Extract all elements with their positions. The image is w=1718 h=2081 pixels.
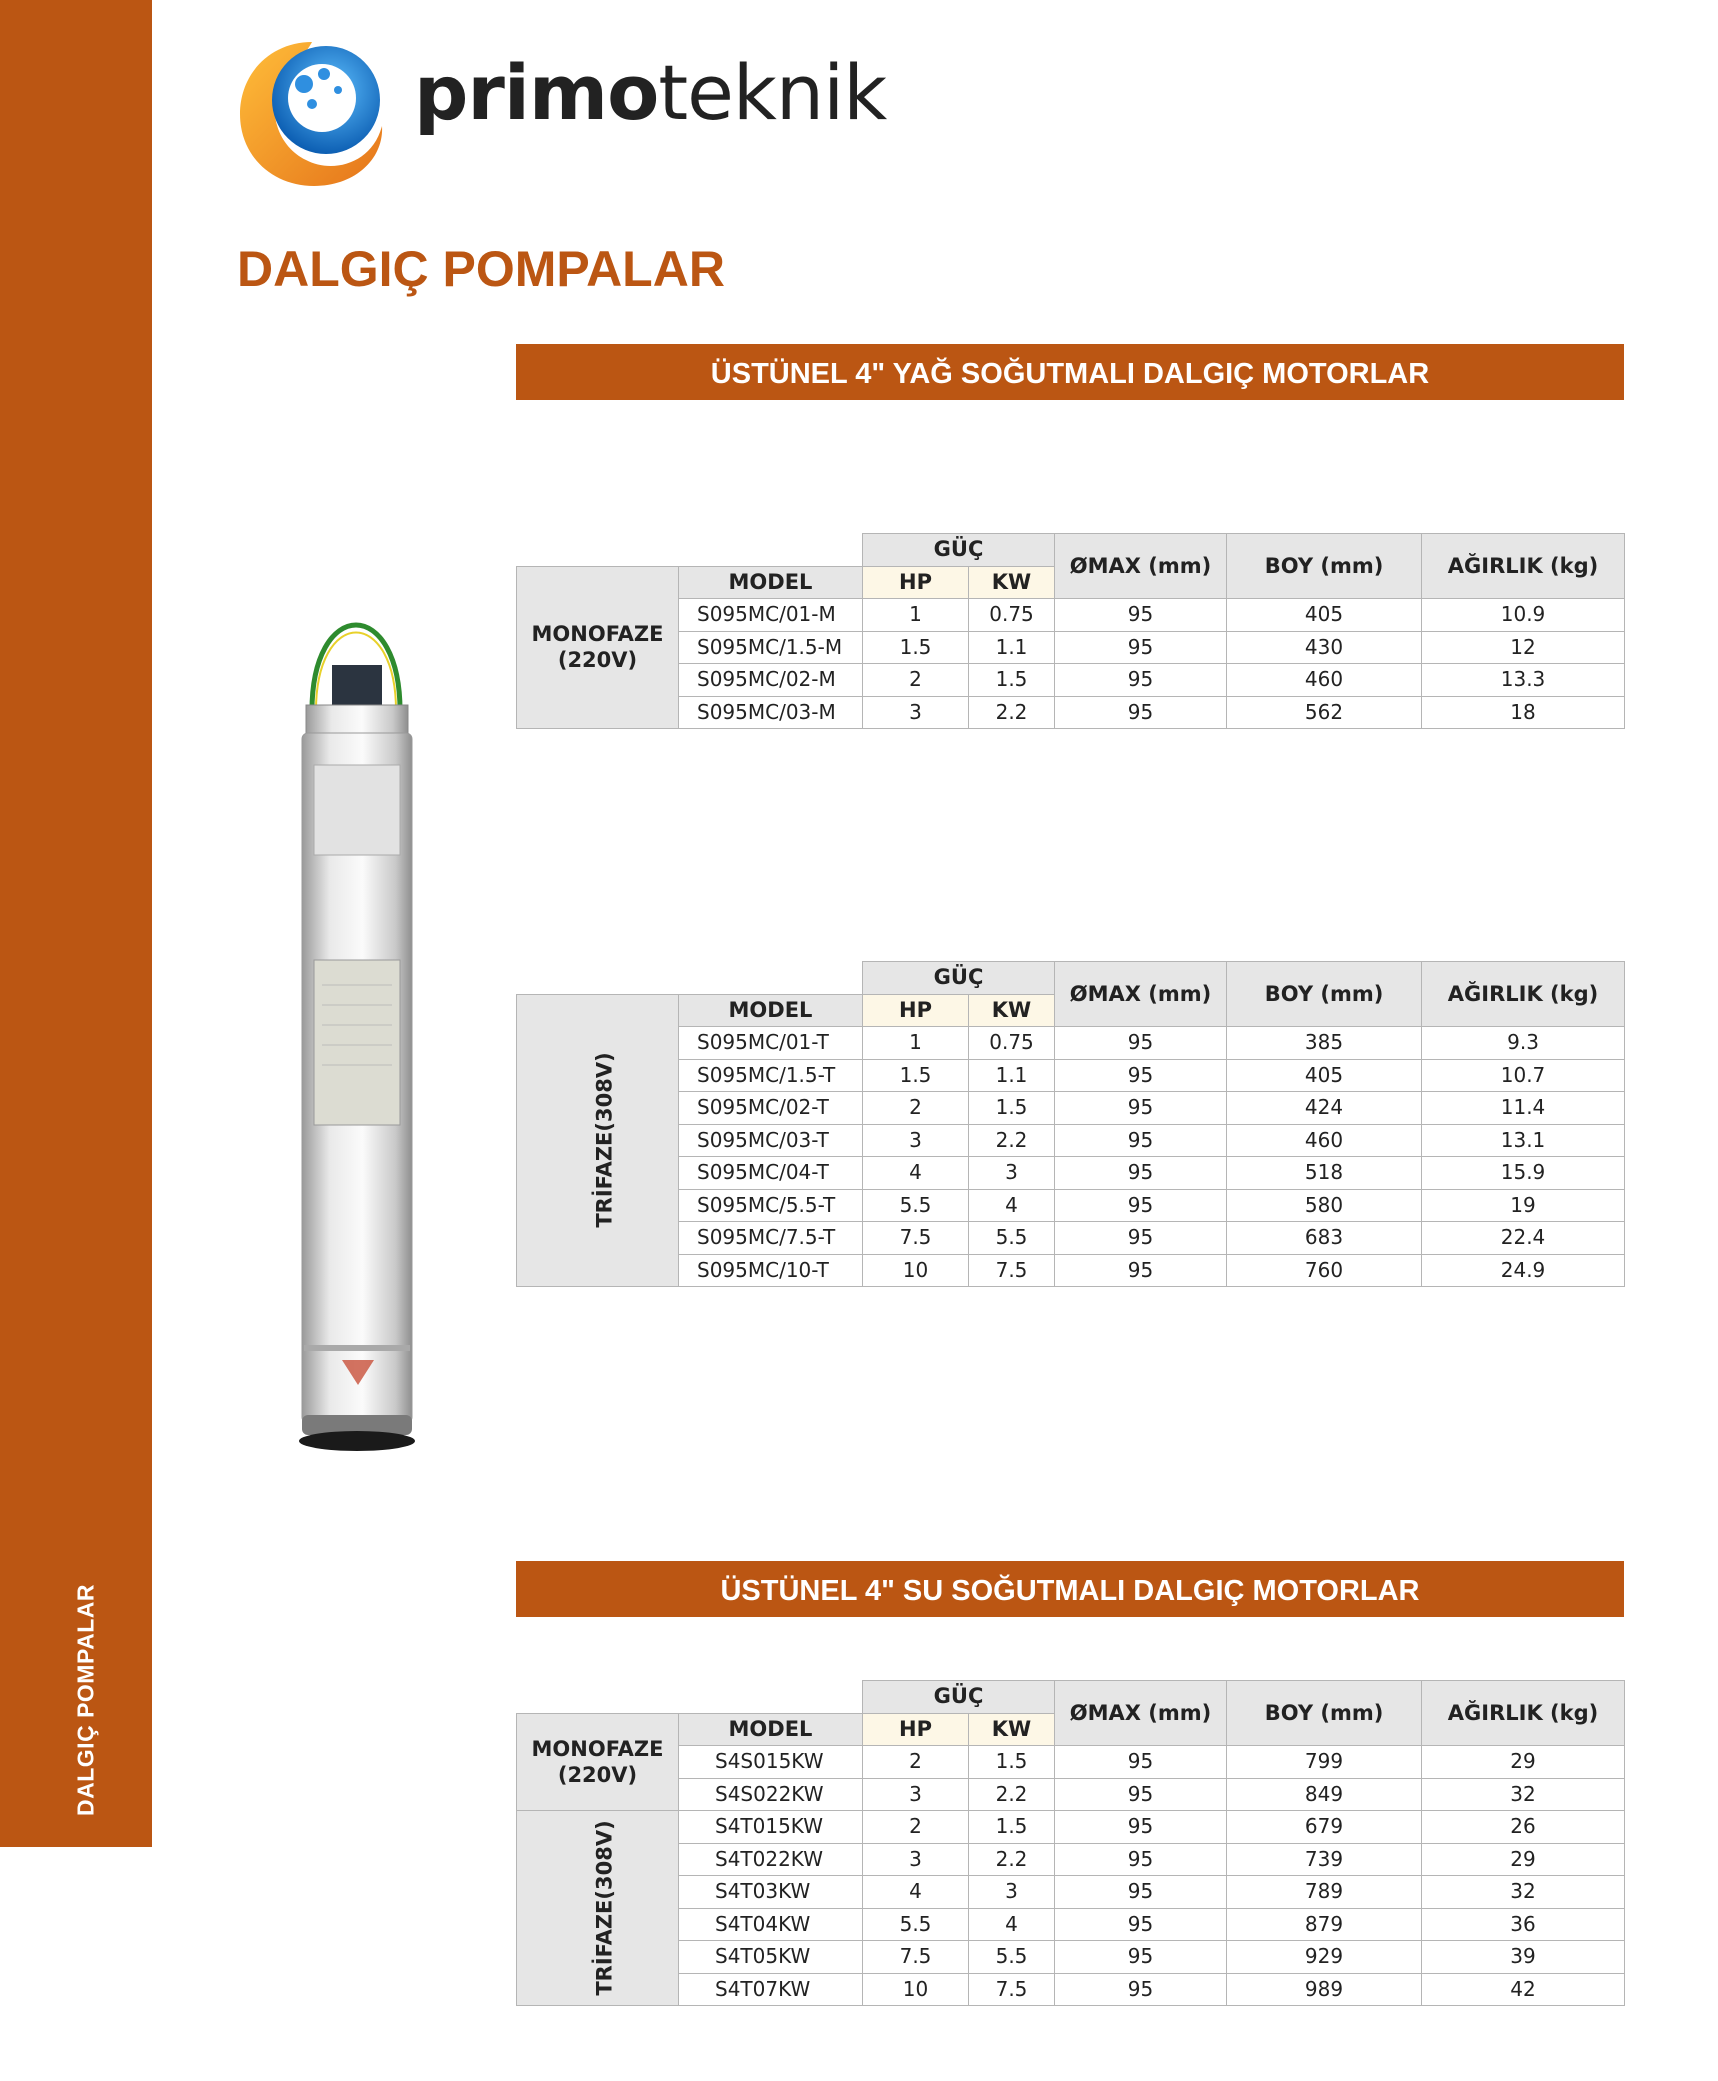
hp-cell: 10: [863, 1254, 969, 1287]
kw-cell: 1.5: [969, 1092, 1055, 1125]
boy-cell: 849: [1227, 1778, 1422, 1811]
hp-cell: 4: [863, 1876, 969, 1909]
model-cell: S095MC/5.5-T: [679, 1189, 863, 1222]
sidebar: [0, 0, 152, 1847]
model-cell: S095MC/04-T: [679, 1157, 863, 1190]
hp-cell: 10: [863, 1973, 969, 2006]
omax-cell: 95: [1055, 1908, 1227, 1941]
kw-cell: 2.2: [969, 1778, 1055, 1811]
hp-cell: 3: [863, 1843, 969, 1876]
omax-header: ØMAX (mm): [1055, 534, 1227, 599]
kw-cell: 0.75: [969, 599, 1055, 632]
omax-cell: 95: [1055, 1092, 1227, 1125]
model-cell: S095MC/03-M: [679, 696, 863, 729]
hp-cell: 7.5: [863, 1941, 969, 1974]
kw-cell: 5.5: [969, 1941, 1055, 1974]
table-row: [517, 1746, 1625, 1779]
boy-cell: 460: [1227, 664, 1422, 697]
agirlik-cell: 19: [1422, 1189, 1625, 1222]
hp-cell: 5.5: [863, 1189, 969, 1222]
boy-cell: 385: [1227, 1027, 1422, 1060]
omax-cell: 95: [1055, 1746, 1227, 1779]
kw-cell: 2.2: [969, 696, 1055, 729]
hp-cell: 3: [863, 1778, 969, 1811]
omax-cell: 95: [1055, 631, 1227, 664]
boy-cell: 562: [1227, 696, 1422, 729]
model-cell: S095MC/1.5-T: [679, 1059, 863, 1092]
sidebar-label: DALGIÇ POMPALAR: [72, 1584, 99, 1816]
kw-cell: 2.2: [969, 1843, 1055, 1876]
omax-cell: 95: [1055, 1941, 1227, 1974]
monofaze-group-label: [517, 566, 679, 729]
model-header: MODEL: [679, 566, 863, 599]
omax-cell: 95: [1055, 664, 1227, 697]
table-row: [517, 1092, 1625, 1125]
kw-cell: 1.5: [969, 664, 1055, 697]
table-row: [517, 664, 1625, 697]
table-row: [517, 696, 1625, 729]
table-row: [517, 1254, 1625, 1287]
model-cell: S095MC/01-M: [679, 599, 863, 632]
omax-cell: 95: [1055, 1254, 1227, 1287]
agirlik-cell: 22.4: [1422, 1222, 1625, 1255]
table-row: [517, 1059, 1625, 1092]
boy-cell: 518: [1227, 1157, 1422, 1190]
boy-cell: 460: [1227, 1124, 1422, 1157]
agirlik-cell: 18: [1422, 696, 1625, 729]
group-label-line2: (220V): [557, 1762, 638, 1787]
table-row: [517, 1124, 1625, 1157]
hp-cell: 3: [863, 1124, 969, 1157]
omax-header: ØMAX (mm): [1055, 1681, 1227, 1746]
omax-cell: 95: [1055, 1059, 1227, 1092]
kw-cell: 7.5: [969, 1254, 1055, 1287]
hp-cell: 2: [863, 1746, 969, 1779]
model-cell: S095MC/7.5-T: [679, 1222, 863, 1255]
hp-header: HP: [863, 566, 969, 599]
kw-cell: 2.2: [969, 1124, 1055, 1157]
agirlik-cell: 32: [1422, 1876, 1625, 1909]
water-cooled-banner: ÜSTÜNEL 4" SU SOĞUTMALI DALGIÇ MOTORLAR: [516, 1561, 1624, 1617]
hp-cell: 5.5: [863, 1908, 969, 1941]
kw-cell: 1.1: [969, 1059, 1055, 1092]
boy-header: BOY (mm): [1227, 534, 1422, 599]
hp-cell: 2: [863, 1092, 969, 1125]
omax-cell: 95: [1055, 696, 1227, 729]
model-cell: S4S022KW: [679, 1778, 863, 1811]
hp-cell: 1.5: [863, 631, 969, 664]
brand-bold: primo: [414, 48, 659, 137]
model-cell: S4T04KW: [679, 1908, 863, 1941]
agirlik-cell: 10.7: [1422, 1059, 1625, 1092]
trifaze-group-label: [517, 1811, 679, 2006]
table-row: [517, 1189, 1625, 1222]
group-label-line1: MONOFAZE: [531, 622, 664, 647]
group-label-line2: (220V): [557, 648, 638, 673]
model-cell: S095MC/01-T: [679, 1027, 863, 1060]
hp-header: HP: [863, 1713, 969, 1746]
kw-cell: 3: [969, 1876, 1055, 1909]
guc-header: GÜÇ: [863, 962, 1055, 995]
kw-cell: 3: [969, 1157, 1055, 1190]
model-cell: S4T015KW: [679, 1811, 863, 1844]
omax-cell: 95: [1055, 1843, 1227, 1876]
hp-cell: 2: [863, 1811, 969, 1844]
kw-cell: 7.5: [969, 1973, 1055, 2006]
brand-light: teknik: [658, 48, 887, 137]
trifaze-group-label: [517, 994, 679, 1287]
omax-cell: 95: [1055, 1778, 1227, 1811]
kw-cell: 4: [969, 1908, 1055, 1941]
primoteknik-logo-icon: [232, 34, 392, 194]
omax-cell: 95: [1055, 1124, 1227, 1157]
hp-cell: 1: [863, 1027, 969, 1060]
agirlik-cell: 24.9: [1422, 1254, 1625, 1287]
agirlik-cell: 29: [1422, 1843, 1625, 1876]
group-label-line1: MONOFAZE: [531, 1736, 664, 1761]
omax-cell: 95: [1055, 1222, 1227, 1255]
agirlik-cell: 13.1: [1422, 1124, 1625, 1157]
kw-cell: 1.5: [969, 1746, 1055, 1779]
agirlik-cell: 10.9: [1422, 599, 1625, 632]
agirlik-cell: 9.3: [1422, 1027, 1625, 1060]
model-cell: S095MC/1.5-M: [679, 631, 863, 664]
model-header: MODEL: [679, 994, 863, 1027]
model-cell: S095MC/02-M: [679, 664, 863, 697]
kw-cell: 5.5: [969, 1222, 1055, 1255]
boy-cell: 424: [1227, 1092, 1422, 1125]
oil-monofaze-table: [516, 533, 1625, 729]
agirlik-header: AĞIRLIK (kg): [1422, 962, 1625, 1027]
agirlik-cell: 12: [1422, 631, 1625, 664]
hp-cell: 3: [863, 696, 969, 729]
boy-cell: 739: [1227, 1843, 1422, 1876]
model-cell: S4T022KW: [679, 1843, 863, 1876]
omax-cell: 95: [1055, 1973, 1227, 2006]
model-cell: S4T03KW: [679, 1876, 863, 1909]
boy-cell: 989: [1227, 1973, 1422, 2006]
kw-header: KW: [969, 566, 1055, 599]
omax-cell: 95: [1055, 1027, 1227, 1060]
guc-header: GÜÇ: [863, 534, 1055, 567]
model-cell: S095MC/02-T: [679, 1092, 863, 1125]
table-row: [517, 1876, 1625, 1909]
guc-header: GÜÇ: [863, 1681, 1055, 1714]
table-row: [517, 1157, 1625, 1190]
table-row: [517, 1811, 1625, 1844]
agirlik-cell: 13.3: [1422, 664, 1625, 697]
boy-cell: 430: [1227, 631, 1422, 664]
table-row: [517, 1778, 1625, 1811]
table-row: [517, 1908, 1625, 1941]
model-cell: S4T05KW: [679, 1941, 863, 1974]
omax-cell: 95: [1055, 1811, 1227, 1844]
agirlik-cell: 29: [1422, 1746, 1625, 1779]
agirlik-cell: 32: [1422, 1778, 1625, 1811]
table-row: [517, 1222, 1625, 1255]
boy-cell: 679: [1227, 1811, 1422, 1844]
kw-cell: 1.5: [969, 1811, 1055, 1844]
hp-cell: 4: [863, 1157, 969, 1190]
omax-cell: 95: [1055, 1157, 1227, 1190]
agirlik-cell: 26: [1422, 1811, 1625, 1844]
oil-cooled-banner: ÜSTÜNEL 4" YAĞ SOĞUTMALI DALGIÇ MOTORLAR: [516, 344, 1624, 400]
hp-cell: 1.5: [863, 1059, 969, 1092]
kw-header: KW: [969, 1713, 1055, 1746]
boy-cell: 789: [1227, 1876, 1422, 1909]
agirlik-cell: 11.4: [1422, 1092, 1625, 1125]
trifaze-vertical-label: TRİFAZE(308V): [592, 1820, 617, 1996]
table-row: [517, 1027, 1625, 1060]
kw-header: KW: [969, 994, 1055, 1027]
hp-cell: 2: [863, 664, 969, 697]
model-cell: S4S015KW: [679, 1746, 863, 1779]
boy-cell: 760: [1227, 1254, 1422, 1287]
boy-cell: 879: [1227, 1908, 1422, 1941]
page-title: DALGIÇ POMPALAR: [237, 241, 725, 297]
model-header: MODEL: [679, 1713, 863, 1746]
kw-cell: 0.75: [969, 1027, 1055, 1060]
oil-trifaze-table: [516, 961, 1625, 1287]
kw-cell: 1.1: [969, 631, 1055, 664]
hp-cell: 7.5: [863, 1222, 969, 1255]
omax-cell: 95: [1055, 1189, 1227, 1222]
submersible-motor-image: [292, 565, 422, 1465]
agirlik-header: AĞIRLIK (kg): [1422, 534, 1625, 599]
omax-header: ØMAX (mm): [1055, 962, 1227, 1027]
boy-cell: 929: [1227, 1941, 1422, 1974]
boy-cell: 799: [1227, 1746, 1422, 1779]
agirlik-cell: 39: [1422, 1941, 1625, 1974]
hp-header: HP: [863, 994, 969, 1027]
kw-cell: 4: [969, 1189, 1055, 1222]
table-row: [517, 1973, 1625, 2006]
table-row: [517, 599, 1625, 632]
brand-name: [414, 48, 886, 137]
model-cell: S095MC/10-T: [679, 1254, 863, 1287]
agirlik-cell: 15.9: [1422, 1157, 1625, 1190]
table-row: [517, 631, 1625, 664]
agirlik-cell: 36: [1422, 1908, 1625, 1941]
trifaze-vertical-label: TRİFAZE(308V): [592, 1052, 617, 1228]
model-cell: S4T07KW: [679, 1973, 863, 2006]
agirlik-header: AĞIRLIK (kg): [1422, 1681, 1625, 1746]
omax-cell: 95: [1055, 599, 1227, 632]
boy-cell: 683: [1227, 1222, 1422, 1255]
table-row: [517, 1941, 1625, 1974]
table-row: [517, 1843, 1625, 1876]
boy-cell: 405: [1227, 1059, 1422, 1092]
model-cell: S095MC/03-T: [679, 1124, 863, 1157]
boy-header: BOY (mm): [1227, 1681, 1422, 1746]
boy-cell: 580: [1227, 1189, 1422, 1222]
hp-cell: 1: [863, 599, 969, 632]
water-cooled-table: [516, 1680, 1625, 2006]
boy-header: BOY (mm): [1227, 962, 1422, 1027]
boy-cell: 405: [1227, 599, 1422, 632]
agirlik-cell: 42: [1422, 1973, 1625, 2006]
omax-cell: 95: [1055, 1876, 1227, 1909]
monofaze-group-label: [517, 1713, 679, 1811]
